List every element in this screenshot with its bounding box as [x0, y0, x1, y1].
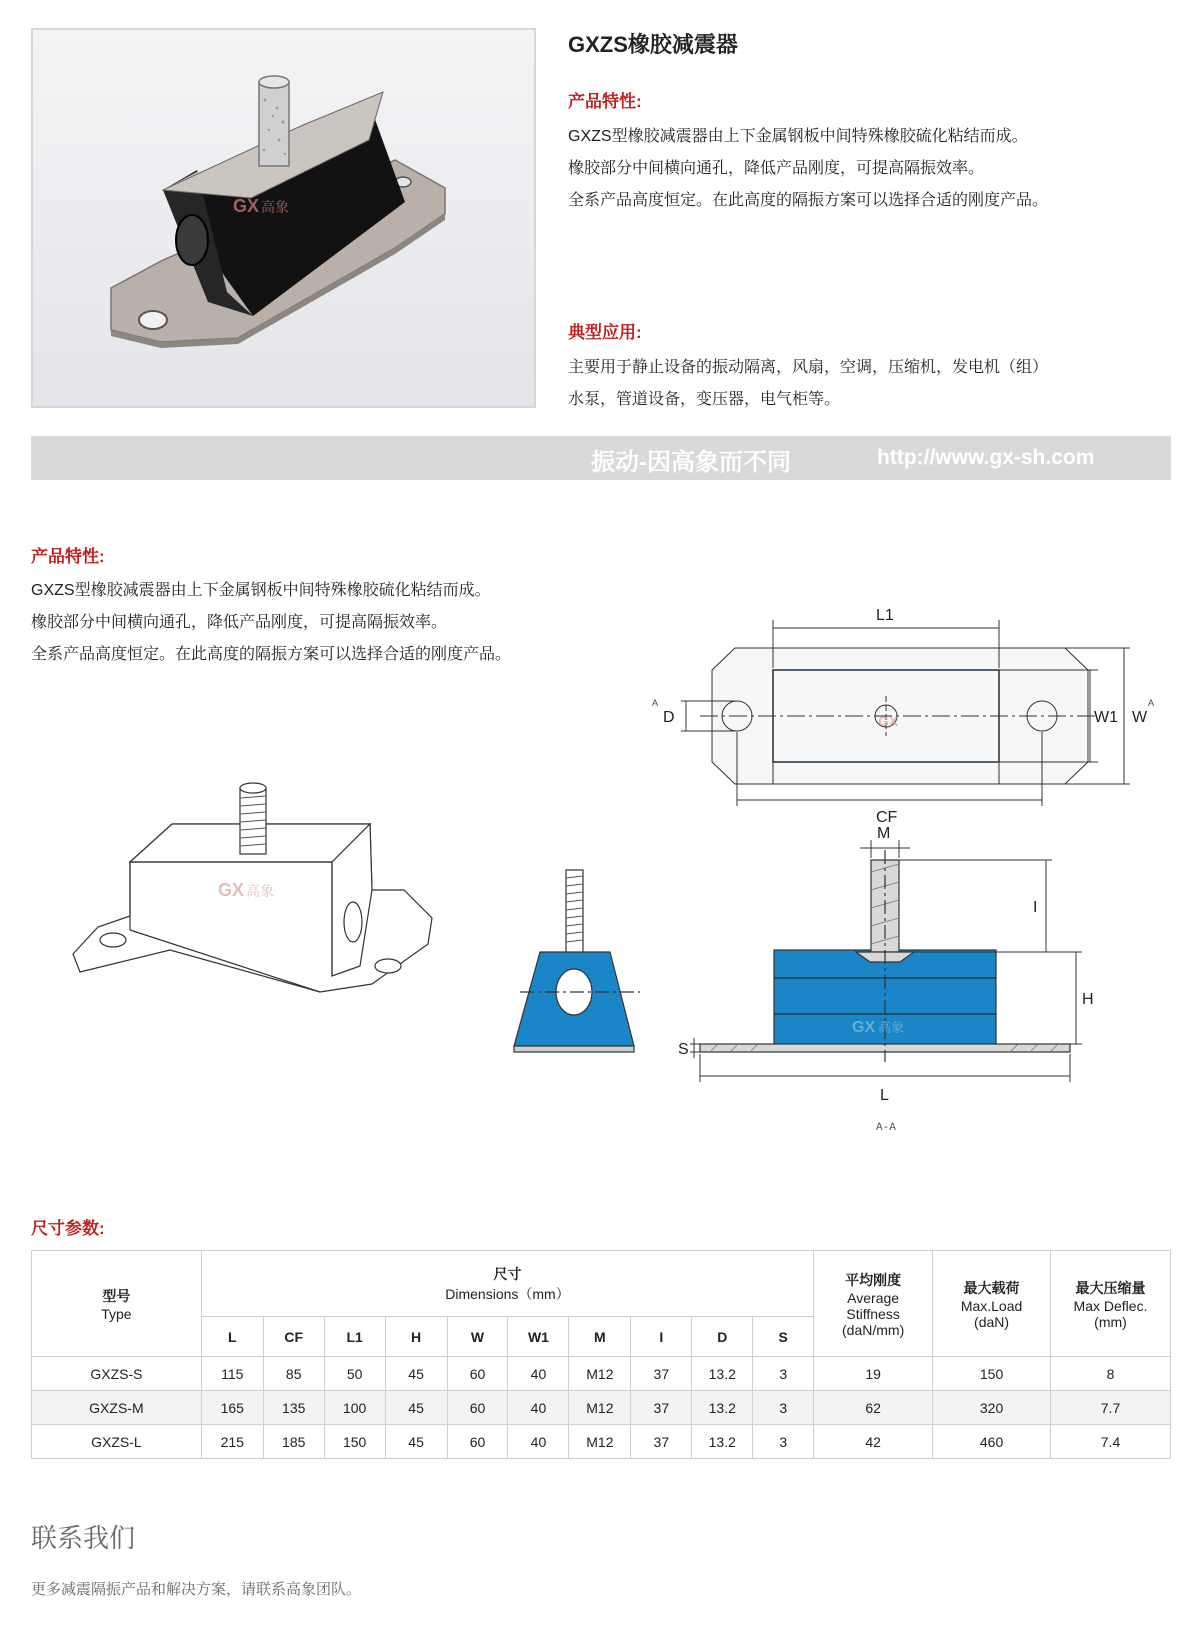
column-header: W [447, 1317, 508, 1357]
label-w1: W1 [1094, 709, 1118, 726]
table-cell: 8 [1051, 1357, 1171, 1391]
table-cell: M12 [569, 1425, 631, 1459]
table-cell: 45 [385, 1425, 447, 1459]
label-section-aa: A-A [876, 1122, 896, 1134]
features-line: 橡胶部分中间横向通孔，降低产品刚度，可提高隔振效率。 [568, 160, 985, 177]
header-dimensions-cn: 尺寸 [493, 1265, 522, 1282]
label-cf: CF [876, 809, 898, 826]
column-header: I [631, 1317, 692, 1357]
header-max-load [933, 1251, 1051, 1357]
column-header: L1 [324, 1317, 385, 1357]
label-l: L [880, 1087, 889, 1104]
table-cell: 460 [933, 1425, 1051, 1459]
column-header: S [753, 1317, 814, 1357]
table-cell: 165 [201, 1391, 263, 1425]
table-cell: 135 [263, 1391, 324, 1425]
features-line: 全系产品高度恒定。在此高度的隔振方案可以选择合适的刚度产品。 [31, 646, 512, 663]
table-cell: 45 [385, 1357, 447, 1391]
table-cell: 45 [385, 1391, 447, 1425]
applications-text [568, 352, 1048, 416]
features-line: GXZS型橡胶减震器由上下金属钢板中间特殊橡胶硫化粘结而成。 [568, 128, 1028, 145]
table-cell: 185 [263, 1425, 324, 1459]
product-photo [31, 28, 536, 408]
table-cell: GXZS-S [32, 1357, 202, 1391]
label-section-a-left: A [652, 698, 659, 708]
column-header: M [569, 1317, 631, 1357]
table-cell: 42 [814, 1425, 933, 1459]
table-cell: 7.7 [1051, 1391, 1171, 1425]
table-cell: 62 [814, 1391, 933, 1425]
table-cell: 320 [933, 1391, 1051, 1425]
column-header: H [385, 1317, 447, 1357]
table-cell: 150 [933, 1357, 1051, 1391]
section-view-drawing [690, 840, 1082, 1082]
header-type-cn: 型号 [102, 1287, 131, 1304]
contact-text: 更多减震隔振产品和解决方案，请联系高象团队。 [31, 1581, 362, 1598]
table-cell: 50 [324, 1357, 385, 1391]
header-stiffness-unit: (daN/mm) [842, 1321, 905, 1338]
table-cell: GXZS-M [32, 1391, 202, 1425]
product-title: GXZS橡胶减震器 [568, 32, 738, 57]
table-cell: 37 [631, 1425, 692, 1459]
table-cell: 60 [447, 1391, 508, 1425]
header-stiffness-en: Average [847, 1289, 900, 1306]
table-row [32, 1425, 1171, 1459]
features-line: 全系产品高度恒定。在此高度的隔振方案可以选择合适的刚度产品。 [568, 192, 1049, 209]
watermark-logo: GX [878, 713, 899, 729]
label-m: M [877, 825, 891, 842]
table-cell: 3 [753, 1425, 814, 1459]
table-cell: 13.2 [692, 1425, 753, 1459]
side-view-drawing [514, 870, 640, 1052]
table-cell: 150 [324, 1425, 385, 1459]
table-cell: M12 [569, 1357, 631, 1391]
header-max-deflection-en: Max Deflec. [1073, 1297, 1148, 1314]
header-max-deflection [1051, 1251, 1171, 1357]
table-cell: 7.4 [1051, 1425, 1171, 1459]
table-cell: 40 [508, 1357, 569, 1391]
table-cell: M12 [569, 1391, 631, 1425]
header-stiffness-cn: 平均刚度 [845, 1271, 902, 1288]
watermark-logo: GX [218, 880, 245, 900]
header-stiffness [814, 1251, 933, 1357]
dimensions-heading: 尺寸参数: [31, 1219, 105, 1238]
features-heading-2: 产品特性: [31, 547, 105, 566]
table-cell: 100 [324, 1391, 385, 1425]
slogan-banner [31, 436, 1171, 480]
website-link[interactable]: http://www.gx-sh.com [877, 446, 1095, 469]
column-header: W1 [508, 1317, 569, 1357]
applications-line: 主要用于静止设备的振动隔离，风扇，空调，压缩机，发电机（组） [568, 359, 1049, 376]
table-cell: 40 [508, 1425, 569, 1459]
label-w: W [1132, 709, 1148, 726]
table-cell: 40 [508, 1391, 569, 1425]
table-cell: 13.2 [692, 1391, 753, 1425]
table-row [32, 1357, 1171, 1391]
header-type [32, 1251, 202, 1357]
contact-title: 联系我们 [31, 1523, 136, 1553]
header-dimensions [201, 1251, 813, 1317]
label-s: S [678, 1041, 689, 1058]
table-cell: GXZS-L [32, 1425, 202, 1459]
label-l1: L1 [876, 607, 894, 624]
column-header: D [692, 1317, 753, 1357]
header-type-en: Type [101, 1305, 132, 1322]
table-cell: 60 [447, 1425, 508, 1459]
header-stiffness-en: Stiffness [846, 1305, 900, 1322]
table-row [32, 1391, 1171, 1425]
applications-heading: 典型应用: [568, 323, 642, 342]
header-max-load-cn: 最大载荷 [963, 1279, 1020, 1296]
label-section-a-right: A [1148, 698, 1155, 708]
header-max-deflection-unit: (mm) [1094, 1313, 1127, 1330]
table-cell: 85 [263, 1357, 324, 1391]
header-max-deflection-cn: 最大压缩量 [1075, 1279, 1146, 1296]
table-cell: 37 [631, 1357, 692, 1391]
watermark-logo: GX [852, 1019, 876, 1036]
table-cell: 3 [753, 1391, 814, 1425]
header-max-load-en: Max.Load [960, 1297, 1023, 1314]
table-cell: 37 [631, 1391, 692, 1425]
watermark-logo: GX [233, 196, 260, 216]
label-i: I [1033, 899, 1038, 916]
watermark-name: 高象 [261, 199, 289, 215]
banner-slogan: 振动-因高象而不同 [591, 449, 791, 476]
watermark-name: 高象 [246, 883, 274, 899]
label-h: H [1082, 991, 1094, 1008]
table-cell: 215 [201, 1425, 263, 1459]
table-cell: 115 [201, 1357, 263, 1391]
column-header: CF [263, 1317, 324, 1357]
table-cell: 60 [447, 1357, 508, 1391]
technical-drawing [0, 600, 1200, 1140]
table-cell: 3 [753, 1357, 814, 1391]
column-header: L [201, 1317, 263, 1357]
applications-line: 水泵，管道设备，变压器，电气柜等。 [568, 391, 841, 408]
features-heading: 产品特性: [568, 92, 642, 111]
top-view-drawing [681, 620, 1130, 806]
features-line: 橡胶部分中间横向通孔，降低产品刚度，可提高隔振效率。 [31, 614, 448, 631]
dimensions-table [31, 1250, 1171, 1459]
table-cell: 19 [814, 1357, 933, 1391]
header-dimensions-en: Dimensions（mm） [445, 1285, 570, 1302]
watermark-name: 高象 [878, 1020, 905, 1035]
features-text [568, 121, 1048, 217]
header-max-load-unit: (daN) [974, 1313, 1010, 1330]
table-cell: 13.2 [692, 1357, 753, 1391]
features-line: GXZS型橡胶减震器由上下金属钢板中间特殊橡胶硫化粘结而成。 [31, 582, 491, 599]
label-d: D [663, 709, 675, 726]
product-render-illustration [33, 30, 534, 406]
